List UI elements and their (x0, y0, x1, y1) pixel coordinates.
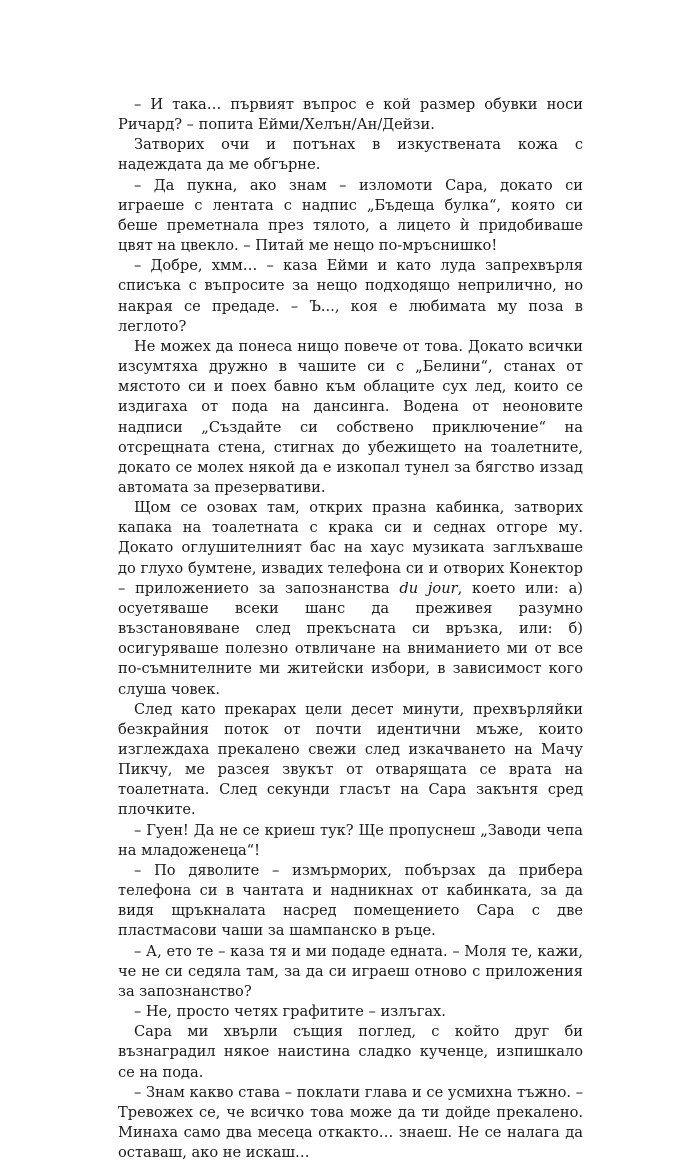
paragraph: Не можех да понеса нищо повече от това. Докато всички изсумтяха дружно в чашите си с „Белини“, станах от мястото си и поех бавно към облаците сух лед, които се издигаха от пода на дансинга. Водена от неоновите надписи „Създайте си собствено приключение“ на отсрещната стена, стигнах до убежището на тоалетните, докато се молех някой да е изкопал тунел за бягство иззад автомата за презервативи. (118, 337, 583, 496)
paragraph: Сара ми хвърли същия поглед, с който друг би възнаградил някое наистина сладко кученце, изпишкало се на пода. (118, 1023, 583, 1081)
paragraph: – А, ето те – каза тя и ми подаде едната. – Моля те, кажи, че не си седяла там, за да си играеш отново с приложения за запознанство? (118, 942, 583, 1000)
paragraph: След като прекарах цели десет минути, прехвърляйки безкрайния поток от почти идентични мъже, които изглеждаха прекалено свежи след изкачването на Мачу Пикчу, ме разсея звукът от отварящата се врата на тоалетната. След секунди гласът на Сара закънтя сред плочките. (118, 700, 583, 819)
paragraph-text: , което или: а) осуетяваше всеки шанс да преживея разумно възстановяване след прекъсната си връзка, или: б) осигуряваше полезно отвличане на вниманието ми от все по-съмнителните ми житейски избори, в зависимост кого слуша човек. (118, 579, 583, 698)
paragraph: Затворих очи и потънах в изкуствената кожа с надеждата да ме обгърне. (118, 136, 583, 174)
paragraph (118, 498, 583, 700)
italic-phrase: du jour (399, 579, 458, 597)
paragraph: – И така… първият въпрос е кой размер обувки носи Ричард? – попита Ейми/Хелън/Ан/Дейзи. (118, 96, 583, 134)
paragraph: – По дяволите – измърморих, побързах да прибера телефона си в чантата и надникнах от кабинката, за да видя щръкналата насред помещението Сара с две пластмасови чаши за шампанско в ръце. (118, 861, 583, 940)
paragraph: – Гуен! Да не се криеш тук? Ще пропуснеш „Заводи чепа на младоженеца“! (118, 821, 583, 859)
paragraph: – Не, просто четях графитите – излъгах. (134, 1003, 446, 1021)
paragraph: – Знам какво става – поклати глава и се усмихна тъжно. – Тревожех се, че всичко това може да ти дойде прекалено. Минаха само два месеца откакто… знаеш. Не се налага да оставаш, ако не искаш… (118, 1083, 583, 1162)
paragraph: – Добре, хмм… – каза Ейми и като луда запрехвърля списъка с въпросите за нещо подходящо неприлично, но накрая се предаде. – Ъ..., коя е любимата му поза в леглото? (118, 257, 583, 335)
paragraph: – Да пукна, ако знам – изломоти Сара, докато си играеше с лентата с надпис „Бъдеща булка“, която си беше преметнала през тялото, а лицето ѝ придобиваше цвят на цвекло. – Питай ме нещо по-мръснишко! (118, 176, 583, 255)
paragraph-text: Щом се озовах там, открих празна кабинка, затворих капака на тоалетната с крака си и седнах отгоре му. Докато оглушителният бас на хаус музиката заглъхваше до глухо бумтене, извадих телефона си и отворих Конектор – приложението за запознанства (118, 499, 583, 597)
book-page-text (118, 95, 583, 1163)
